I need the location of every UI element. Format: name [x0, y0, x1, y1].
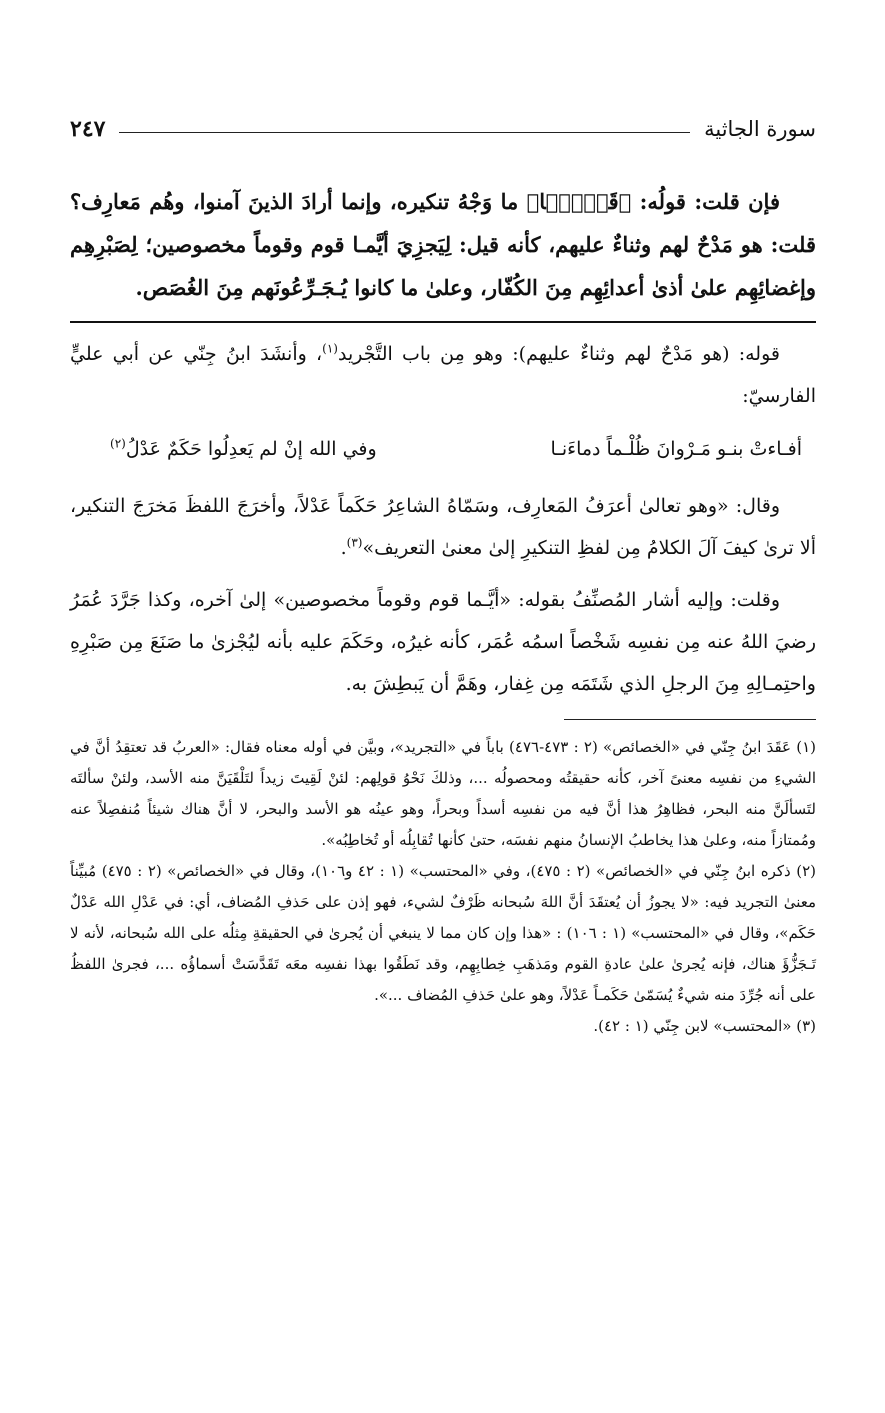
- main-commentary-divider: [70, 321, 816, 323]
- commentary-paragraph-2: [70, 485, 816, 569]
- footnote-1: (١) عَقَدَ ابنُ جِنّي في «الخصائص» (٢ : ٤٧٣-٤٧٦) باباً في «التجريد»، وبيَّن في أوله معناه فقال: «العربُ قد تعتقِدُ أنَّ في الشيءِ من نفسِه معنىً آخر، كأنه حقيقتُه ومحصولُه ...، وذلكَ نَحْوُ قولِهم: لئنْ لَقِيتَ زيداً لتَلْقَيَنَّ منه الأسد، ولئنْ سألتَه لتَسألَنَّ منه البحر، فظاهِرُ هذا أنَّ فيه من نفسِه أسداً وبحراً، وهو عينُه هو الأسد والبحر، لا أنَّ هناك شيئاً مُنفصِلاً عنه ومُمتازاً منه، وعلىٰ هذا يخاطبُ الإنسانُ منهم نفسَه، حتىٰ كأنها تُقابِلُه أو تُخاطِبُه».: [70, 738, 817, 849]
- poem-hemistich-left-wrap: [110, 427, 377, 471]
- commentary-p2-end: .: [340, 537, 347, 559]
- main-text: [70, 180, 816, 309]
- footnotes: [70, 732, 816, 1042]
- commentary-p1-text: قوله: (هو مَدْحٌ لهم وثناءٌ عليهم): وهو مِن باب التَّجْريد: [337, 343, 780, 365]
- commentary-p2-text: وقال: «وهو تعالىٰ أعرَفُ المَعارِف، وسَمّاهُ الشاعِرُ حَكَماً عَدْلاً، وأخرَجَ اللفظَ مَخرَجَ التنكير، ألا ترىٰ كيفَ آلَ الكلامُ مِن لفظِ التنكيرِ إلىٰ معنىٰ التعريف»: [70, 495, 816, 559]
- page-number: ٢٤٧: [70, 116, 106, 142]
- footnote-ref-1: (١): [322, 341, 338, 356]
- running-header: [70, 108, 816, 150]
- footnote-ref-2: (٢): [110, 436, 126, 451]
- commentary: [70, 333, 816, 705]
- poem-hemistich-right: أفـاءتْ بنـو مَـرْوانَ ظُلْـماً دماءَنـا: [550, 438, 802, 460]
- commentary-p1-cont: ، وأنشَدَ ابنُ جِنّي عن أبي عليٍّ الفارسيّ:: [70, 343, 816, 407]
- main-paragraph: فإن قلت: قولُه: ﴿قَوۡمَۢا﴾ ما وَجْهُ تنكيره، وإنما أرادَ الذينَ آمنوا، وهُم مَعارِف؟ قلت: هو مَدْحٌ لهم وثناءٌ عليهم، كأنه قيل: لِيَجزِيَ أيَّمـا قوم وقوماً مخصوصين؛ لِصَبْرِهِم وإغضائِهِم علىٰ أذىٰ أعدائِهِم مِنَ الكُفّار، وعلىٰ ما كانوا يُـجَـرِّعُونَهم مِنَ الغُصَص.: [70, 189, 816, 300]
- commentary-paragraph-1: [70, 333, 816, 417]
- footnote-divider: [564, 719, 816, 720]
- poem-verse: [70, 427, 816, 471]
- poem-hemistich-left: وفي الله إنْ لم يَعدِلُوا حَكَمٌ عَدْلُ: [125, 438, 377, 460]
- footnote-ref-3: (٣): [346, 535, 363, 550]
- commentary-paragraph-3: وقلت: وإليه أشار المُصنِّفُ بقوله: «أيَّـما قوم وقوماً مخصوصين» إلىٰ آخره، وكذا جَرَّدَ عُمَرُ رضيَ اللهُ عنه مِن نفسِه شَخْصاً اسمُه عُمَر، كأنه غيرُه، وحَكَمَ عليه بأنه ليُجْزىٰ ما صَنَعَ مِن صَبْرِهِ واحتِمـالِهِ مِنَ الرجلِ الذي شَتَمَه مِن غِفار، وهَمَّ أن يَبطِشَ به.: [70, 589, 816, 695]
- page: [70, 108, 816, 1042]
- header-rule: [119, 132, 690, 133]
- footnote-3: (٣) «المحتسب» لابن جِنّي (١ : ٤٢).: [593, 1017, 816, 1035]
- footnote-2: (٢) ذكره ابنُ جِنّي في «الخصائص» (٢ : ٤٧٥)، وفي «المحتسب» (١ : ٤٢ و١٠٦)، وقال في «الخصائص» (٢ : ٤٧٥) مُبيِّناً معنىٰ التجريد فيه: «لا يجوزُ أن يُعتقَدَ أنَّ اللهَ سُبحانه ظَرْفٌ لشيء، فهو إذن على حَذفِ المُضاف، أي: في عَدْلِ الله عَدْلٌ حَكَم»، وقال في «المحتسب» (١ : ١٠٦) : «هذا وإن كان مما لا ينبغي أن يُجرىٰ في الحقيقةِ مِثلُه على الله سُبحانه، لأنه لا تَـجَزُّؤَ هناك، فإنه يُجرىٰ علىٰ عادةِ القوم ومَذهَبِ خِطابِهِم، وقد نَطَقُوا بهذا نفسِه معَه تَقَدَّسَتْ أسماؤُه ...، فجرىٰ اللفظُ على أنه جُرِّدَ منه شيءٌ يُسَمّىٰ حَكَمـاً عَدْلاً، وهو علىٰ حَذفِ المُضاف ...».: [70, 862, 817, 1004]
- surah-title: سورة الجاثية: [704, 117, 816, 141]
